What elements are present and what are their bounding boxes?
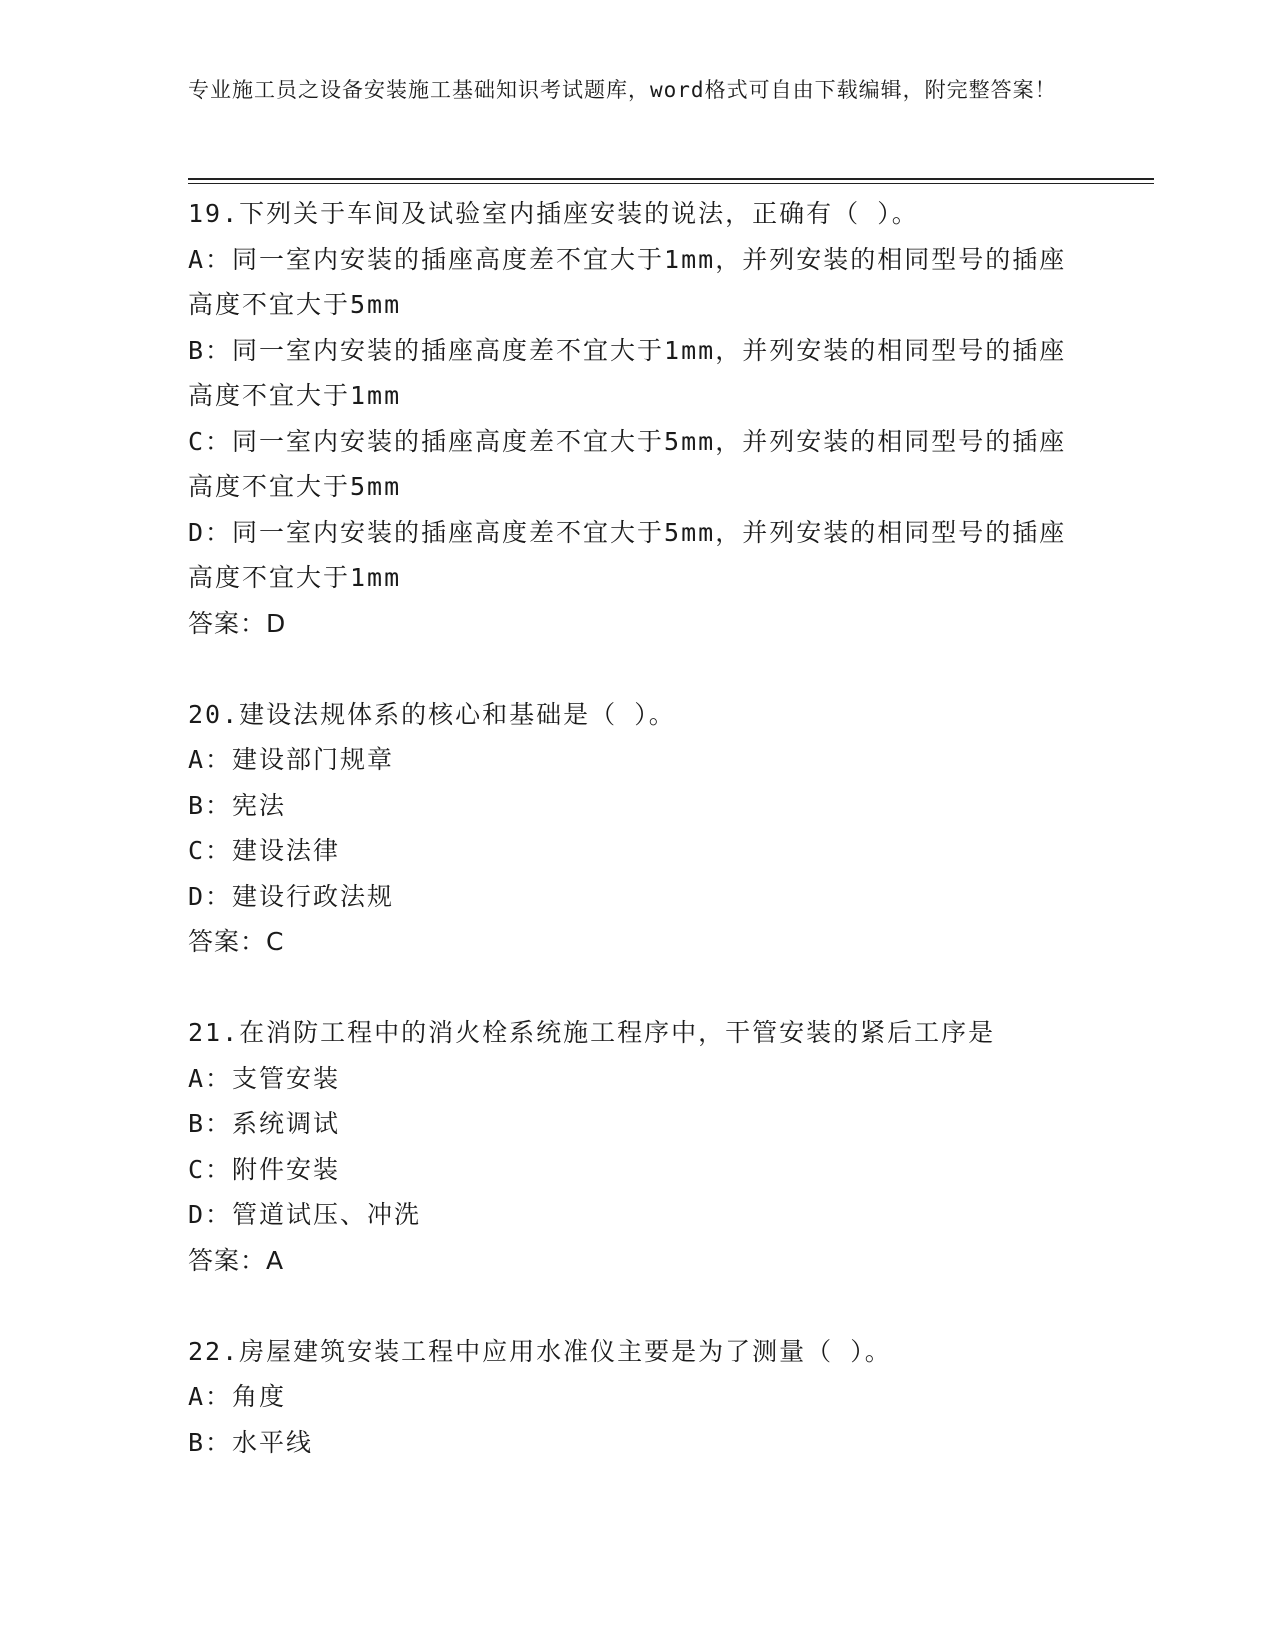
option-a: A：支管安装 — [188, 1063, 341, 1093]
question-20 — [188, 692, 1088, 965]
question-21 — [188, 1010, 1088, 1283]
question-title: 20.建设法规体系的核心和基础是（ ）。 — [188, 699, 676, 729]
option-b: B：宪法 — [188, 790, 287, 820]
answer-line: 答案：A — [188, 1245, 285, 1275]
question-22 — [188, 1329, 1088, 1466]
option-a: A：角度 — [188, 1382, 287, 1411]
option-c: C：附件安装 — [188, 1154, 341, 1184]
question-list — [188, 191, 1088, 1465]
question-title: 21.在消防工程中的消火栓系统施工程序中，干管安装的紧后工序是 — [188, 1018, 996, 1047]
option-c: C：建设法律 — [188, 836, 341, 865]
question-spacer — [188, 1283, 1088, 1329]
question-title: 19.下列关于车间及试验室内插座安装的说法，正确有（ ）。 — [188, 199, 919, 228]
document-header: 专业施工员之设备安装施工基础知识考试题库，word格式可自由下载编辑，附完整答案！ — [188, 78, 1057, 102]
option-b: B：水平线 — [188, 1427, 314, 1457]
option-b: B：同一室内安装的插座高度差不宜大于1mm，并列安装的相同型号的插座高度不宜大于1mm — [188, 335, 1067, 410]
option-c: C：同一室内安装的插座高度差不宜大于5mm，并列安装的相同型号的插座高度不宜大于5mm — [188, 426, 1067, 501]
option-d: D：管道试压、冲洗 — [188, 1200, 422, 1229]
question-19 — [188, 191, 1088, 646]
answer-line: 答案：C — [188, 927, 285, 956]
question-spacer — [188, 965, 1088, 1011]
option-d: D：同一室内安装的插座高度差不宜大于5mm，并列安装的相同型号的插座高度不宜大于1mm — [188, 517, 1067, 592]
answer-line: 答案：D — [188, 608, 287, 638]
option-a: A：同一室内安装的插座高度差不宜大于1mm，并列安装的相同型号的插座高度不宜大于5mm — [188, 244, 1067, 319]
question-spacer — [188, 646, 1088, 692]
question-title: 22.房屋建筑安装工程中应用水准仪主要是为了测量（ ）。 — [188, 1336, 892, 1366]
header-divider-thick — [188, 178, 1154, 180]
option-b: B：系统调试 — [188, 1109, 341, 1138]
option-d: D：建设行政法规 — [188, 881, 395, 911]
header-divider-thin — [188, 183, 1154, 184]
option-a: A：建设部门规章 — [188, 745, 395, 774]
